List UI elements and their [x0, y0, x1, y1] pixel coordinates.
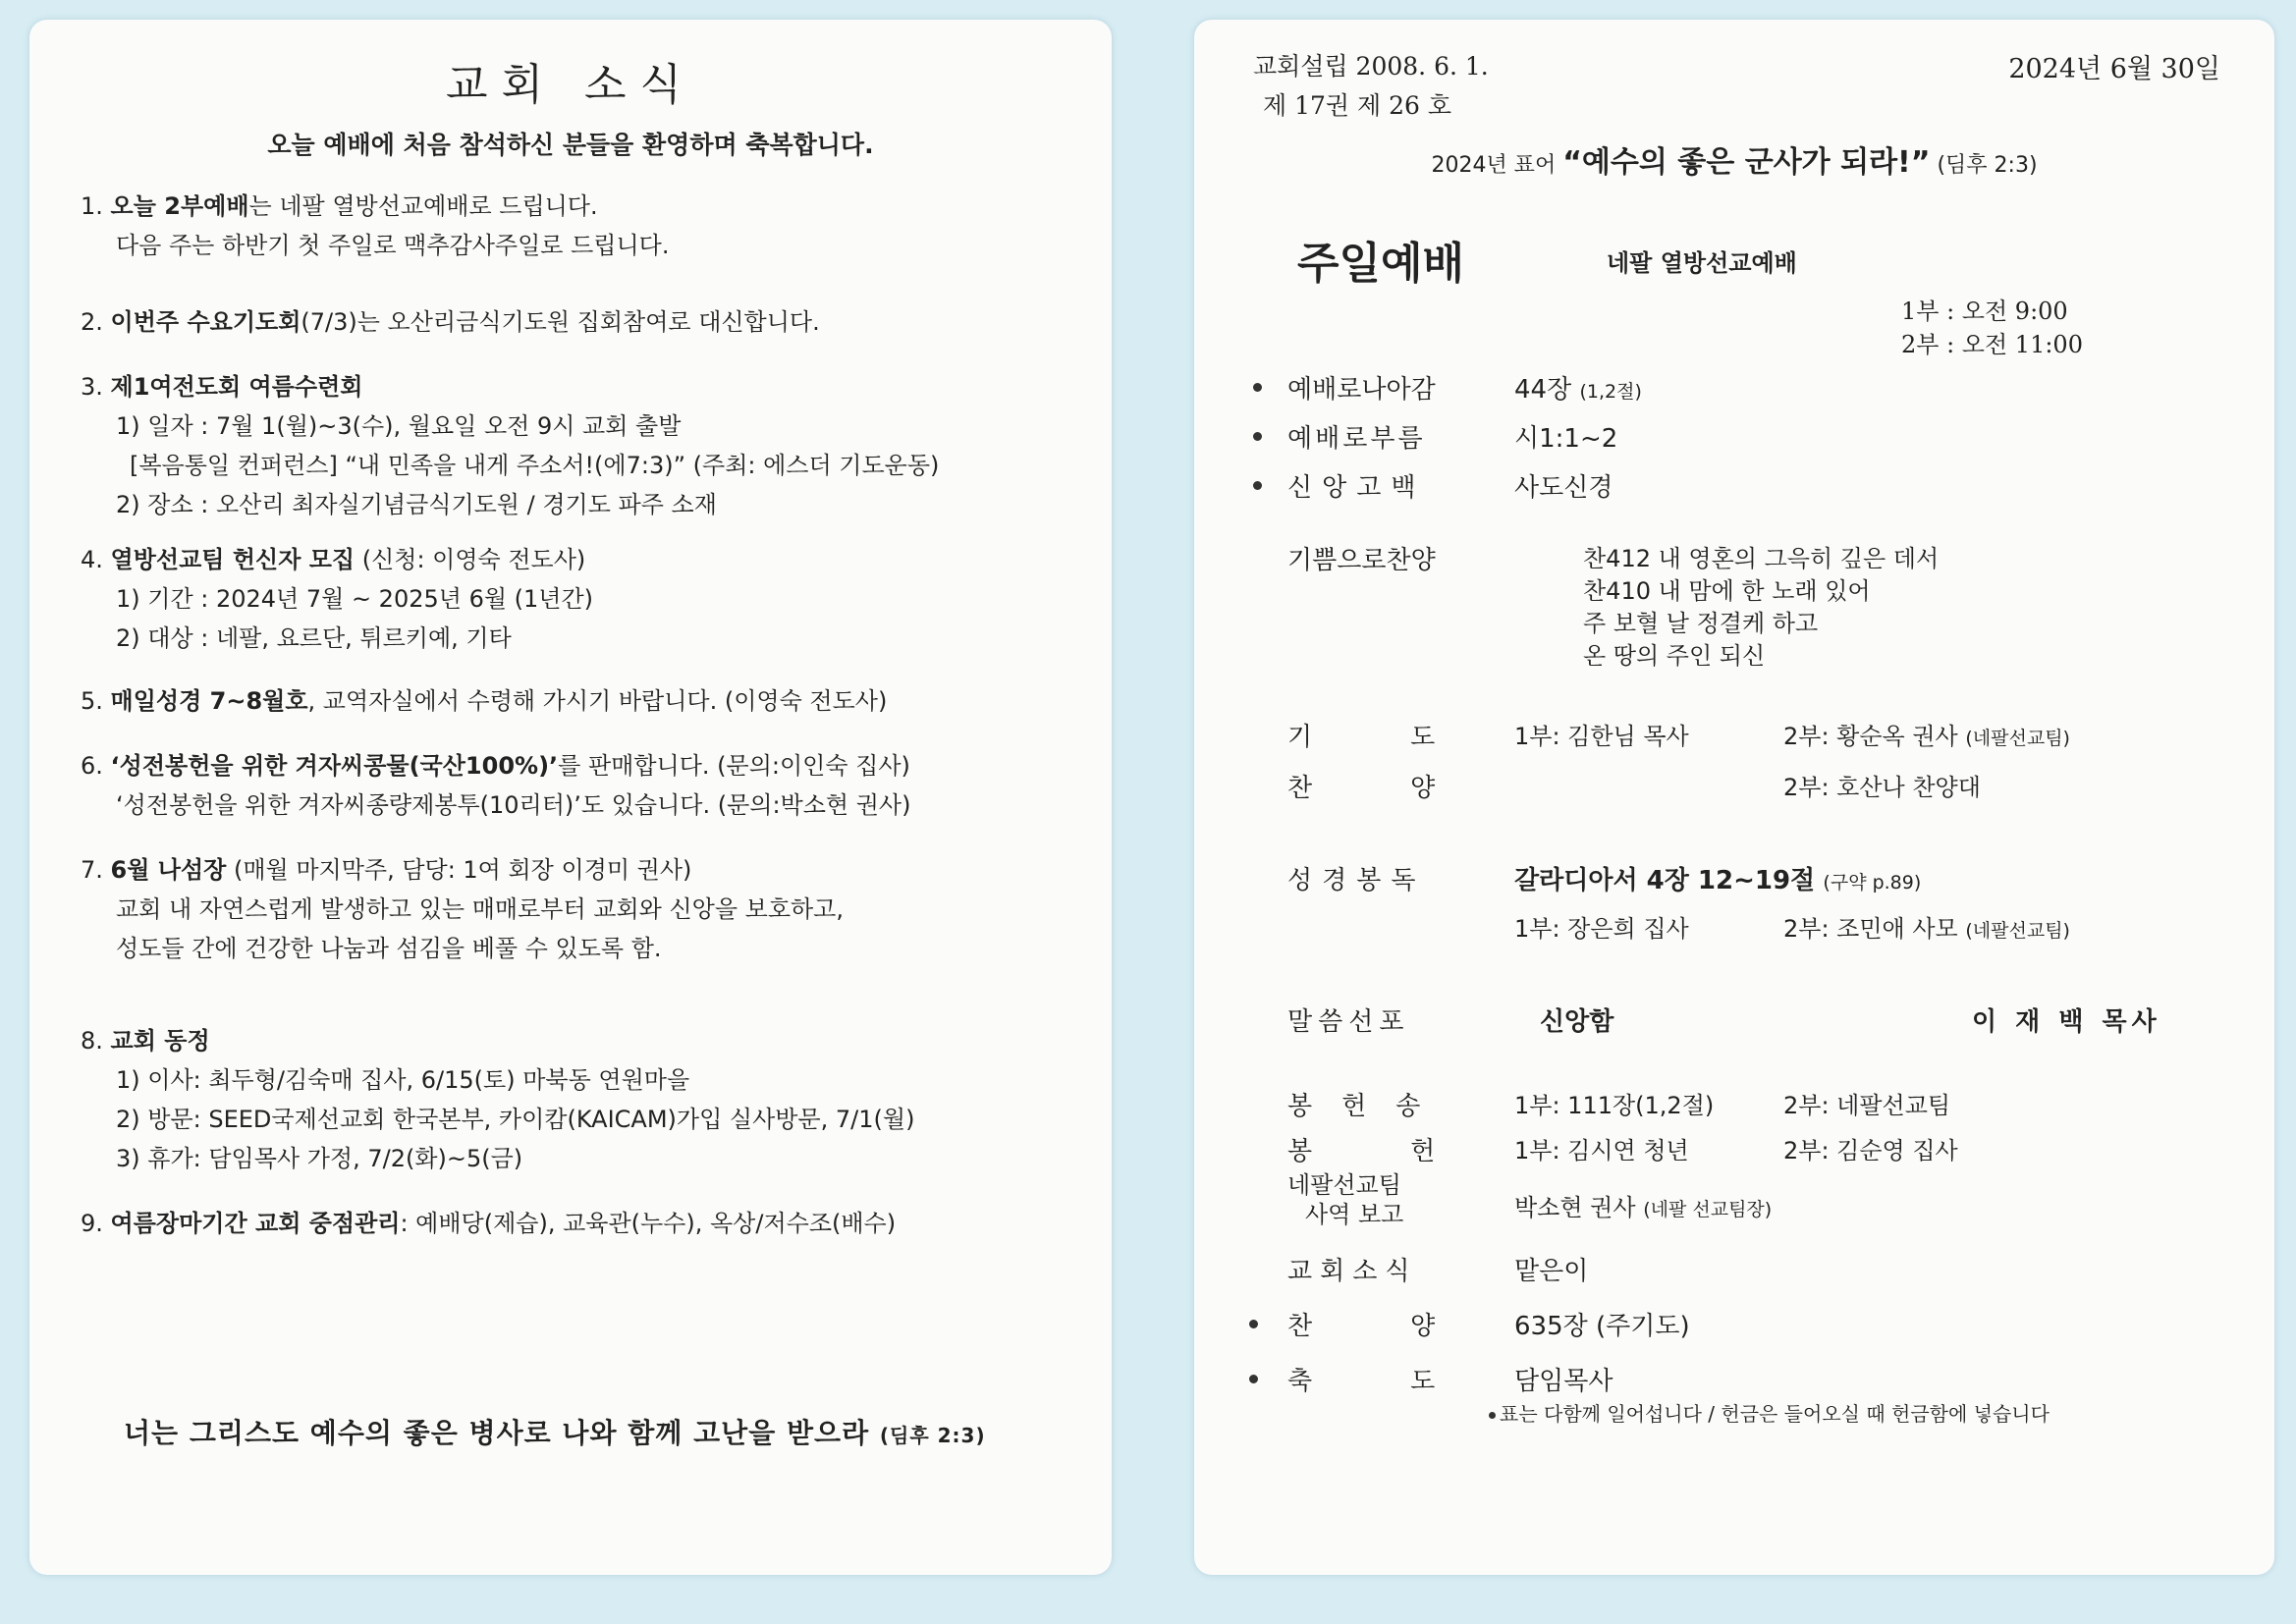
- item-text: (매월 마지막주, 담당: 1여 회장 이경미 권사): [226, 856, 692, 884]
- order-call: [1194, 369, 2274, 408]
- order-offertory: [1194, 1086, 2274, 1125]
- item-line: 3) 휴가: 담임목사 가정, 7/2(화)~5(금): [116, 1145, 523, 1172]
- standing-dot: [1249, 1320, 1258, 1328]
- item-number: 5.: [81, 687, 103, 715]
- order-reading: [1194, 860, 2274, 899]
- item-text: 는 네팔 열방선교예배로 드립니다.: [248, 192, 598, 220]
- order-value: 635장 (주기도): [1514, 1312, 1690, 1341]
- order-label: 교회소식: [1287, 1257, 1418, 1286]
- order-label: 성경봉독: [1287, 866, 1426, 895]
- order-value: 사도신경: [1514, 473, 1613, 503]
- hymn-number: 44장: [1514, 375, 1572, 405]
- preacher-name: 이 재 백 목사: [1972, 1007, 2161, 1037]
- item-heading: 열방선교팀 헌신자 모집: [110, 546, 355, 573]
- reader-note: (네팔선교팀): [1965, 920, 2070, 942]
- item-line: 1) 일자 : 7월 1(월)~3(수), 월요일 오전 9시 교회 출발: [116, 412, 682, 440]
- motto-prefix: 2024년 표어: [1431, 153, 1557, 178]
- item-number: 3.: [81, 373, 103, 401]
- item-number: 7.: [81, 856, 103, 884]
- service-time-2: 2부 : 오전 11:00: [1901, 331, 2083, 358]
- item-text: (신청: 이영숙 전도사): [355, 546, 586, 573]
- order-value: 시1:1~2: [1514, 424, 1618, 454]
- verse-text: 너는 그리스도 예수의 좋은 병사로 나와 함께 고난을 받으라: [124, 1417, 870, 1449]
- news-item-7: [81, 850, 844, 968]
- item-heading: 매일성경 7~8월호: [110, 687, 308, 715]
- order-value: [1514, 860, 1921, 896]
- verse-reference: (딤후 2:3): [879, 1424, 986, 1447]
- bulletin-date: 2024년 6월 30일: [2008, 54, 2220, 84]
- order-second-service: [1783, 717, 2070, 751]
- sunday-worship-title: 주일예배: [1297, 239, 1465, 289]
- second-service-leader: 2부: 황순옥 권사: [1783, 723, 1958, 750]
- order-label: 신앙고백: [1287, 473, 1426, 503]
- left-page: [29, 20, 1112, 1575]
- order-value: 맡은이: [1514, 1257, 1589, 1286]
- order-prayer: [1194, 717, 2274, 756]
- leader-note: (네팔선교팀): [1965, 728, 2070, 749]
- item-heading: 제1여전도회 여름수련회: [110, 373, 363, 401]
- praise-hymn: 주 보혈 날 정결케 하고: [1583, 610, 1819, 637]
- year-motto: [1194, 137, 2274, 181]
- news-item-8: [81, 1021, 914, 1178]
- standing-dot-legend: [1489, 1412, 1496, 1419]
- order-label: 봉헌송: [1287, 1092, 1450, 1121]
- order-mission-report: [1194, 1170, 2274, 1233]
- order-second-service: 2부: 김순영 집사: [1783, 1137, 1958, 1164]
- motto-text: “예수의 좋은 군사가 되라!”: [1562, 145, 1931, 180]
- order-first-service: 1부: 장은희 집사: [1514, 915, 1689, 943]
- order-hymn: [1194, 1306, 2274, 1345]
- footnote-text: 표는 다함께 일어섭니다 / 헌금은 들어오실 때 헌금함에 넣습니다: [1500, 1402, 2050, 1426]
- item-heading: 교회 동정: [110, 1027, 210, 1055]
- right-page: [1194, 20, 2274, 1575]
- service-time-1: 1부 : 오전 9:00: [1901, 298, 2068, 325]
- item-number: 6.: [81, 752, 103, 780]
- order-label: [1287, 1170, 1403, 1229]
- order-benediction: [1194, 1361, 2274, 1400]
- scripture-page: (구약 p.89): [1823, 872, 1922, 893]
- item-text: , 교역자실에서 수령해 가시기 바랍니다. (이영숙 전도사): [307, 687, 888, 715]
- hymn-verses: (1,2절): [1579, 381, 1642, 403]
- news-item-4: [81, 540, 593, 658]
- scripture-passage: 갈라디아서 4장 12~19절: [1514, 866, 1816, 895]
- standing-dot: [1253, 481, 1262, 490]
- praise-hymn-list: [1583, 543, 1939, 673]
- second-service-reader: 2부: 조민애 사모: [1783, 915, 1958, 943]
- order-label: 찬양: [1287, 1312, 1534, 1341]
- reporter-note: (네팔 선교팀장): [1643, 1199, 1773, 1220]
- established-date: 교회설립 2008. 6. 1.: [1253, 52, 1489, 81]
- item-text: (7/3)는 오산리금식기도원 집회참여로 대신합니다.: [301, 308, 820, 336]
- report-label-line2: 사역 보고: [1305, 1201, 1404, 1228]
- motto-reference: (딤후 2:3): [1937, 153, 2038, 178]
- order-sermon: [1194, 1001, 2274, 1041]
- order-value: [1514, 369, 1642, 406]
- order-second-service: [1783, 909, 2070, 944]
- news-item-1: [81, 187, 669, 265]
- order-label: 축도: [1287, 1367, 1534, 1396]
- item-heading: 여름장마기간 교회 중점관리: [110, 1210, 401, 1237]
- item-line: 다음 주는 하반기 첫 주일로 맥추감사주일로 드립니다.: [116, 232, 670, 259]
- item-heading: 오늘 2부예배: [110, 192, 249, 220]
- order-reading-readers: [1194, 909, 2274, 948]
- order-church-news: [1194, 1251, 2274, 1290]
- order-first-service: 1부: 111장(1,2절): [1514, 1092, 1715, 1119]
- item-line: 2) 방문: SEED국제선교회 한국본부, 카이캄(KAICAM)가입 실사방문, 7/1(월): [116, 1106, 915, 1133]
- news-title: 교회 소식: [445, 60, 695, 110]
- item-text: : 예배당(제습), 교육관(누수), 옥상/저수조(배수): [400, 1210, 897, 1237]
- order-choir: [1194, 768, 2274, 807]
- news-item-9: [81, 1204, 896, 1243]
- order-second-service: 2부: 호산나 찬양대: [1783, 774, 1981, 801]
- item-line: [복음통일 컨퍼런스] “내 민족을 내게 주소서!(에7:3)” (주최: 에스더 기도운동): [130, 452, 940, 479]
- news-item-3: [81, 367, 939, 524]
- order-label: 기도: [1287, 723, 1534, 752]
- item-line: 성도들 간에 건강한 나눔과 섬김을 베풀 수 있도록 함.: [116, 935, 662, 962]
- footer-verse: [124, 1412, 986, 1451]
- item-heading: 이번주 수요기도회: [110, 308, 301, 336]
- footnote: [1489, 1398, 2050, 1427]
- item-text: 를 판매합니다. (문의:이인숙 집사): [558, 752, 910, 780]
- item-number: 8.: [81, 1027, 103, 1055]
- welcome-message: 오늘 예배에 처음 참석하신 분들을 환영하며 축복합니다.: [267, 131, 874, 159]
- order-label: 찬양: [1287, 774, 1534, 803]
- report-label-line1: 네팔선교팀: [1287, 1171, 1401, 1199]
- order-first-service: 1부: 김한님 목사: [1514, 723, 1689, 750]
- item-line: 1) 이사: 최두형/김숙매 집사, 6/15(토) 마북동 연원마을: [116, 1066, 690, 1094]
- order-second-service: 2부: 네팔선교팀: [1783, 1092, 1951, 1119]
- volume-number: 제 17권 제 26 호: [1263, 91, 1452, 120]
- standing-dot: [1249, 1375, 1258, 1383]
- item-line: 교회 내 자연스럽게 발생하고 있는 매매로부터 교회와 신앙을 보호하고,: [116, 895, 844, 923]
- item-number: 1.: [81, 192, 103, 220]
- reporter-name: 박소현 권사: [1514, 1194, 1636, 1221]
- order-label: 예배로나아감: [1287, 375, 1436, 405]
- news-item-2: [81, 302, 820, 342]
- item-line: 1) 기간 : 2024년 7월 ~ 2025년 6월 (1년간): [116, 585, 594, 613]
- item-number: 4.: [81, 546, 103, 573]
- news-item-5: [81, 681, 887, 721]
- order-value: 담임목사: [1514, 1367, 1613, 1396]
- item-number: 9.: [81, 1210, 103, 1237]
- standing-dot: [1253, 383, 1262, 392]
- praise-hymn: 찬412 내 영혼의 그윽히 깊은 데서: [1583, 545, 1940, 572]
- order-offering: [1194, 1131, 2274, 1170]
- sermon-title: 신앙함: [1540, 1007, 1614, 1037]
- item-line: 2) 장소 : 오산리 최자실기념금식기도원 / 경기도 파주 소재: [116, 491, 717, 518]
- news-item-6: [81, 746, 910, 825]
- order-creed: [1194, 467, 2274, 507]
- item-heading: ‘성전봉헌을 위한 겨자씨콩물(국산100%)’: [110, 752, 559, 780]
- praise-hymn: 찬410 내 맘에 한 노래 있어: [1583, 577, 1871, 605]
- church-info: [1253, 47, 1489, 126]
- order-value: [1514, 1188, 1772, 1222]
- service-name: 네팔 열방선교예배: [1607, 249, 1797, 277]
- service-times: [1901, 295, 2083, 361]
- order-label: 말씀선포: [1287, 1007, 1410, 1037]
- order-label: 기쁨으로찬양: [1287, 546, 1436, 575]
- item-line: 2) 대상 : 네팔, 요르단, 튀르키예, 기타: [116, 624, 512, 652]
- item-number: 2.: [81, 308, 103, 336]
- item-line: ‘성전봉헌을 위한 겨자씨종량제봉투(10리터)’도 있습니다. (문의:박소현 권사): [116, 791, 911, 819]
- standing-dot: [1253, 432, 1262, 441]
- order-first-service: 1부: 김시연 청년: [1514, 1137, 1689, 1164]
- item-heading: 6월 나섬장: [110, 856, 227, 884]
- order-invocation: [1194, 418, 2274, 458]
- praise-hymn: 온 땅의 주인 되신: [1583, 642, 1766, 670]
- order-label: 봉헌: [1287, 1137, 1534, 1166]
- order-label: 예배로부름: [1287, 424, 1426, 454]
